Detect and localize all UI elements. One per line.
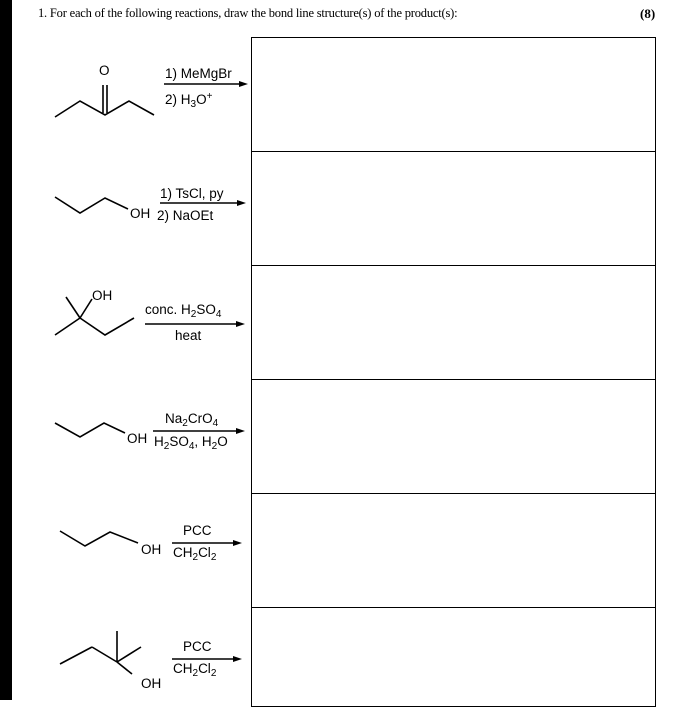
reagent-step-2: 2) NaOEt xyxy=(157,208,214,223)
answer-box-2[interactable] xyxy=(251,151,656,266)
structure-2-methyl-2-butanol xyxy=(0,265,250,380)
answer-box-6[interactable] xyxy=(251,607,656,707)
reaction-6 xyxy=(0,607,250,700)
answer-box-4[interactable] xyxy=(251,379,656,494)
answer-box-3[interactable] xyxy=(251,265,656,380)
atom-label-oh: OH xyxy=(92,288,113,303)
reagent-step-2: 2) $H_3O^+$ xyxy=(165,91,213,110)
answer-box-5[interactable] xyxy=(251,493,656,608)
structure-secondary-alcohol xyxy=(0,607,250,700)
reaction-4 xyxy=(0,379,250,494)
reaction-2 xyxy=(0,151,250,266)
structure-2-butanone xyxy=(0,37,250,152)
reagent-step-1: 1) MeMgBr xyxy=(165,66,232,81)
reagent-top: PCC xyxy=(183,523,212,538)
reagent-bottom: heat xyxy=(175,328,202,343)
reagent-top: conc. $H_2SO_4$ xyxy=(145,302,222,320)
atom-label-oh: OH xyxy=(141,542,162,557)
reagent-bottom: $H_2SO_4$, $H_2O$ xyxy=(154,434,228,452)
reaction-3 xyxy=(0,265,250,380)
reagent-step-1: 1) TsCl, py xyxy=(160,186,224,201)
reaction-5 xyxy=(0,493,250,608)
atom-label-oh: OH xyxy=(141,676,162,691)
reaction-1 xyxy=(0,37,250,152)
answer-box-1[interactable] xyxy=(251,37,656,152)
reagent-top: $Na_2CrO_4$ xyxy=(165,411,219,429)
reagent-bottom: $CH_2Cl_2$ xyxy=(173,545,217,563)
reagent-top: PCC xyxy=(183,639,212,654)
atom-label-o: O xyxy=(99,63,110,78)
atom-label-oh: OH xyxy=(127,431,148,446)
question-text: 1. For each of the following reactions, draw the bond line structure(s) of the product(s): xyxy=(38,6,458,20)
reagent-bottom: $CH_2Cl_2$ xyxy=(173,661,217,679)
atom-label-oh: OH xyxy=(130,206,151,221)
points-value: (8) xyxy=(640,6,656,21)
